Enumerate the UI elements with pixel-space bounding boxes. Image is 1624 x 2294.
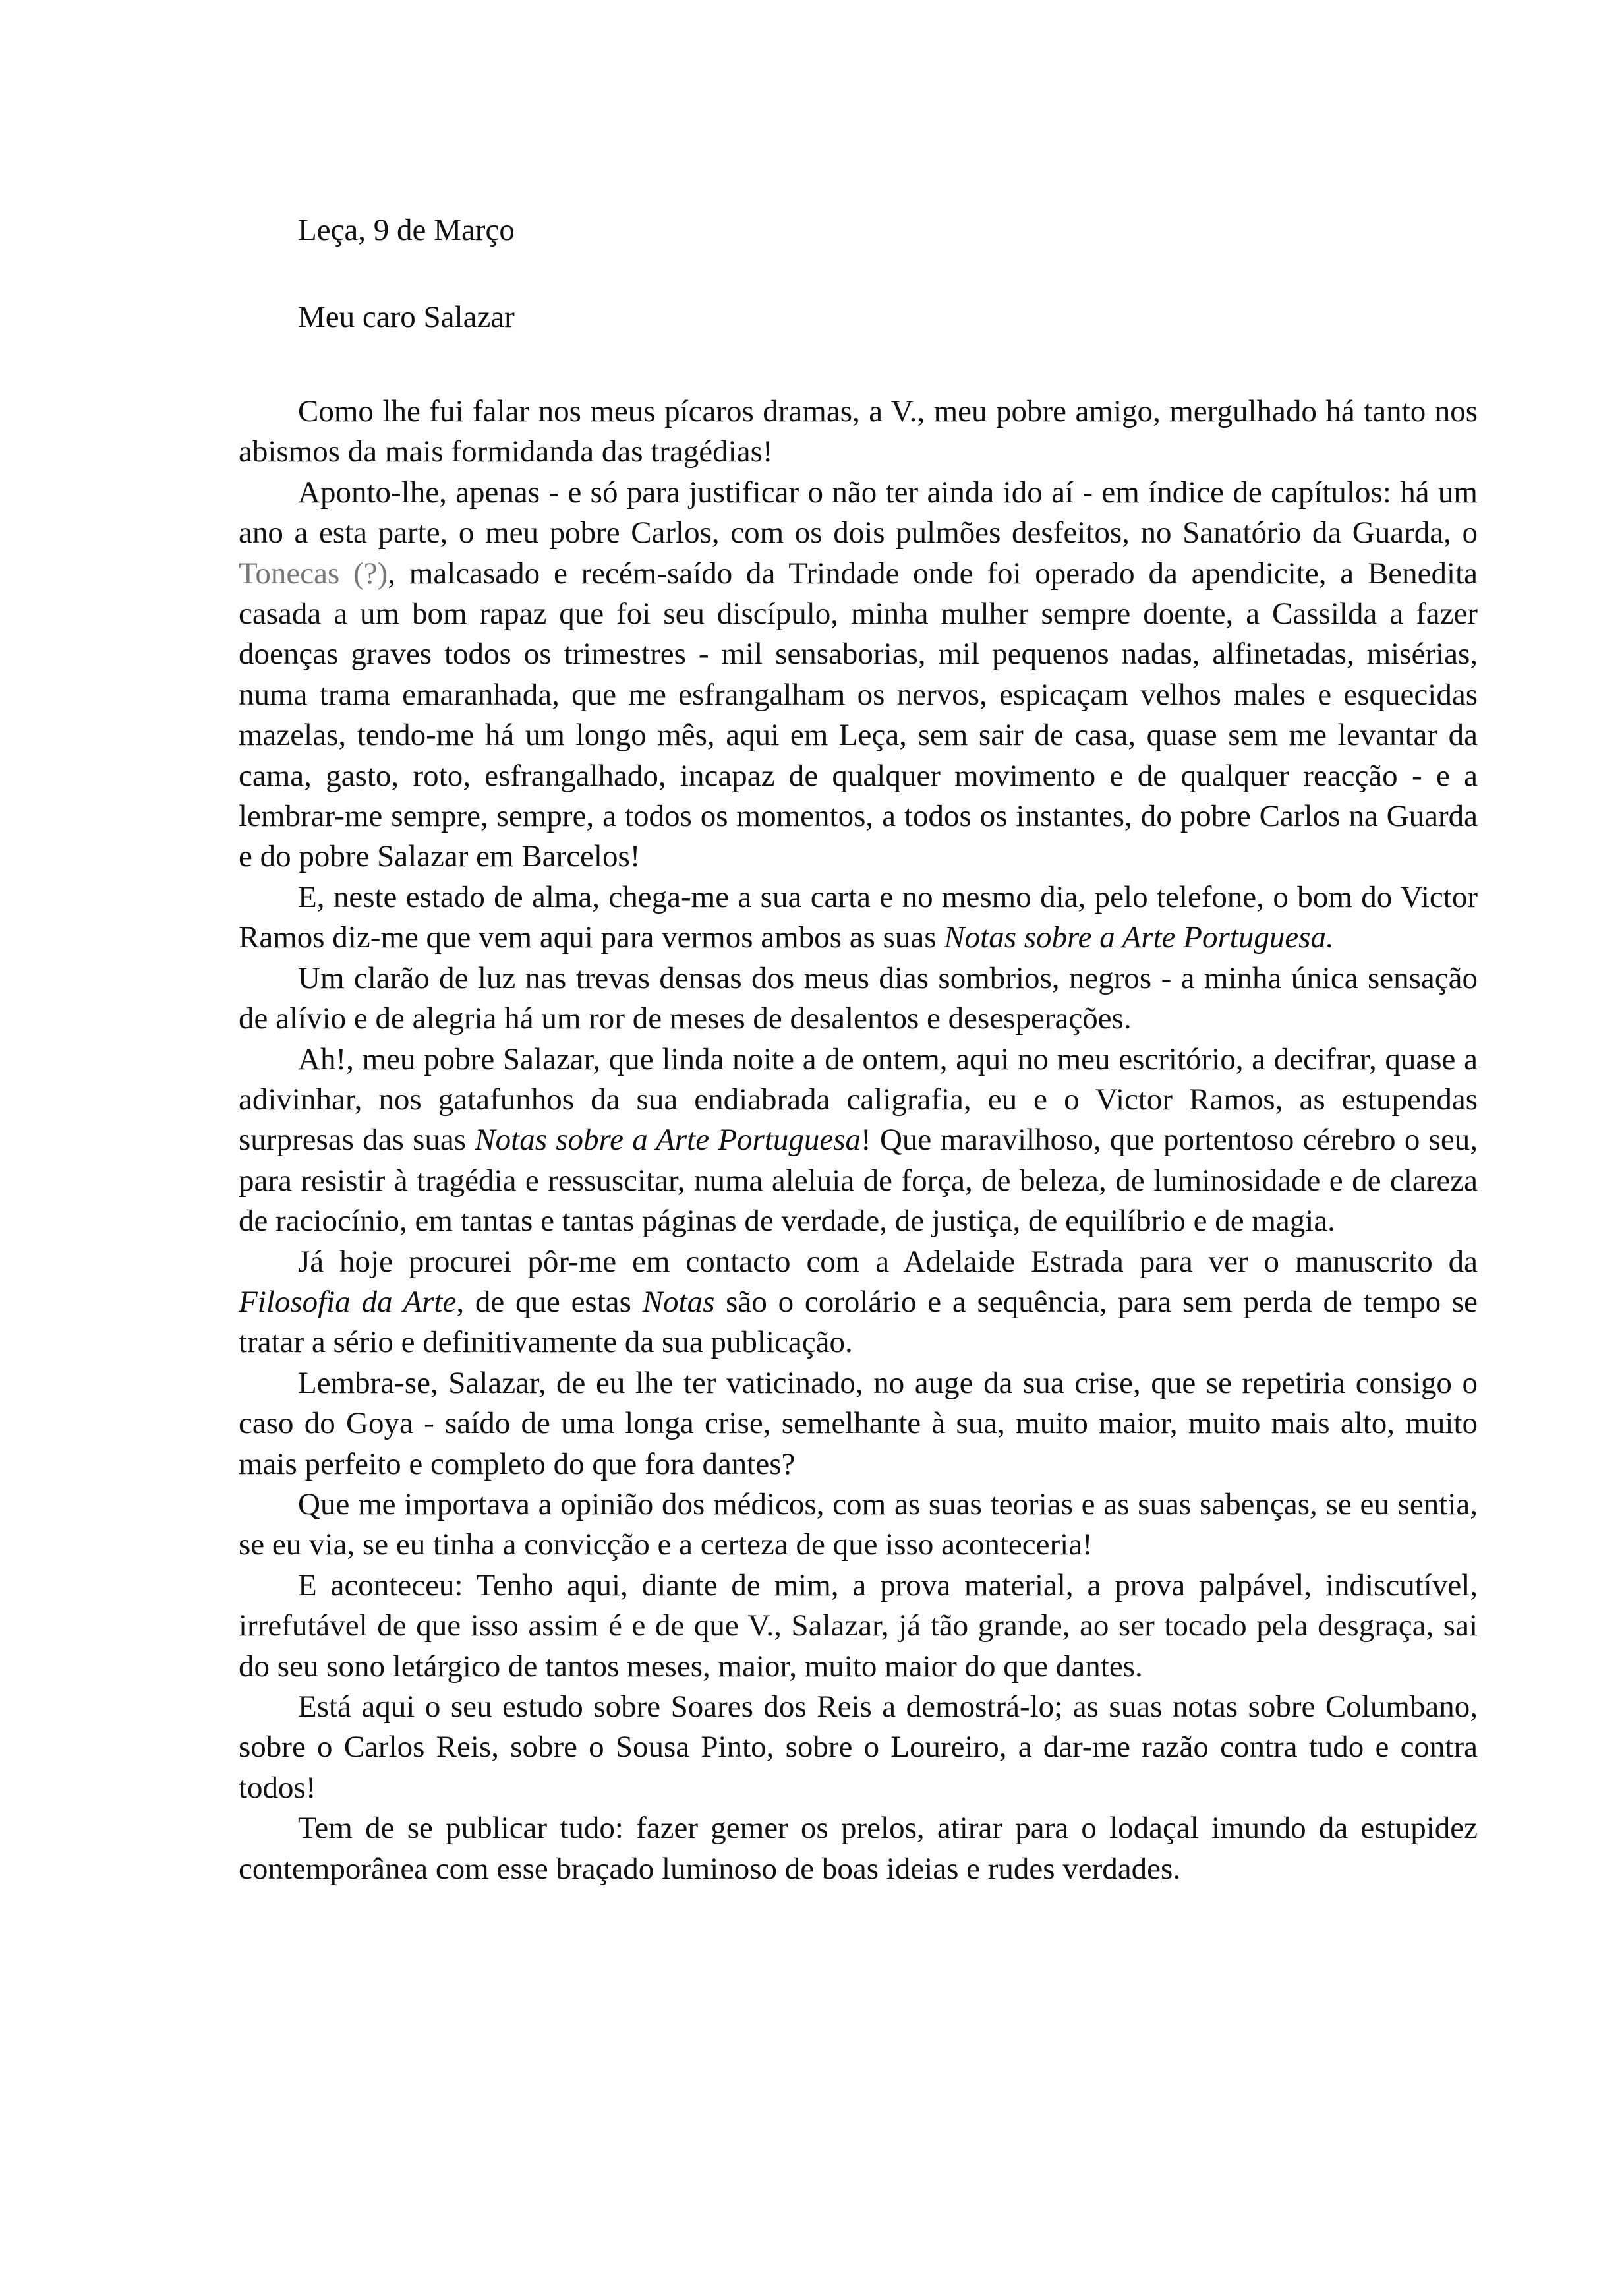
paragraph-text: Lembra-se, Salazar, de eu lhe ter vaticinado, no auge da sua crise, que se repetiria consigo o caso do Goya - saído de uma longa crise, semelhante à sua, muito maior, muito mais alto, muito mais perfeito e completo do que fora dantes?: [239, 1365, 1478, 1481]
body-paragraph: [239, 473, 1478, 877]
paragraph-text: E aconteceu: Tenho aqui, diante de mim, a prova material, a prova palpável, indiscutível, irrefutável de que isso assim é e de que V., Salazar, já tão grande, ao ser tocado pela desgraça, sai do seu sono letárgico de tantos meses, maior, muito maior do que dantes.: [239, 1568, 1478, 1684]
body-paragraph: [239, 1485, 1478, 1566]
letter-body: [239, 392, 1478, 1889]
letter-page: [239, 210, 1478, 1889]
faint-text: Tonecas (?): [239, 556, 388, 591]
body-paragraph: [239, 392, 1478, 473]
body-paragraph: [239, 1566, 1478, 1687]
paragraph-text: Já hoje procurei pôr-me em contacto com a Adelaide Estrada para ver o manuscrito da: [298, 1244, 1478, 1279]
paragraph-text: , malcasado e recém-saído da Trindade onde foi operado da apendicite, a Benedita casada a um bom rapaz que foi seu discípulo, minha mulher sempre doente, a Cassilda a fazer doenças graves todos os trimestres - mil sensaborias, mil pequenos nadas, alfinetadas, misérias, numa trama emaranhada, que me esfrangalham os nervos, espicaçam velhos males e esquecidas mazelas, tendo-me há um longo mês, aqui em Leça, sem sair de casa, quase sem me levantar da cama, gasto, roto, esfrangalhado, incapaz de qualquer movimento e de qualquer reacção - e a lembrar-me sempre, sempre, a todos os momentos, a todos os instantes, do pobre Carlos na Guarda e do pobre Salazar em Barcelos!: [239, 556, 1478, 874]
paragraph-text: Está aqui o seu estudo sobre Soares dos Reis a demostrá-lo; as suas notas sobre Columbano, sobre o Carlos Reis, sobre o Sousa Pinto, sobre o Loureiro, a dar-me razão contra tudo e contra todos!: [239, 1690, 1478, 1805]
paragraph-text: Ah!, meu pobre Salazar, que linda noite a de ontem, aqui no meu escritório, a decifrar, quase a adivinhar, nos gatafunhos da sua endiabrada caligrafia, eu e o Victor Ramos, as estupendas surpresas das suas: [239, 1042, 1478, 1158]
paragraph-text: são o corolário e a sequência, para sem perda de tempo se tratar a sério e definitivamente da sua publicação.: [239, 1284, 1478, 1360]
paragraph-text: , de que estas: [456, 1284, 643, 1319]
paragraph-text: E, neste estado de alma, chega-me a sua carta e no mesmo dia, pelo telefone, o bom do Victor Ramos diz-me que vem aqui para vermos ambos as suas: [239, 879, 1478, 955]
body-paragraph: [239, 1687, 1478, 1808]
paragraph-text: Tem de se publicar tudo: fazer gemer os prelos, atirar para o lodaçal imundo da estupidez contemporânea com esse braçado luminoso de boas ideias e rudes verdades.: [239, 1811, 1478, 1886]
paragraph-text: ! Que maravilhoso, que portentoso cérebro o seu, para resistir à tragédia e ressuscitar, numa aleluia de força, de beleza, de luminosidade e de clareza de raciocínio, em tantas e tantas páginas de verdade, de justiça, de equilíbrio e de magia.: [239, 1123, 1478, 1239]
salutation: Meu caro Salazar: [298, 300, 515, 334]
italic-title-text: Filosofia da Arte: [239, 1284, 457, 1319]
italic-title-text: Notas sobre a Arte Portuguesa: [475, 1123, 861, 1158]
italic-title-text: Notas: [642, 1284, 715, 1319]
body-paragraph: [239, 1040, 1478, 1242]
body-paragraph: [239, 1808, 1478, 1889]
body-paragraph: [239, 1363, 1478, 1485]
body-paragraph: [239, 958, 1478, 1040]
paragraph-text: Aponto-lhe, apenas - e só para justificar o não ter ainda ido aí - em índice de capítulos: há um ano a esta parte, o meu pobre Carlos, com os dois pulmões desfeitos, no Sanatório da Guarda, o: [239, 475, 1478, 550]
paragraph-text: Um clarão de luz nas trevas densas dos meus dias sombrios, negros - a minha única sensação de alívio e de alegria há um ror de meses de desalentos e desesperações.: [239, 960, 1478, 1036]
body-paragraph: [239, 877, 1478, 958]
body-paragraph: [239, 1242, 1478, 1363]
paragraph-text: Como lhe fui falar nos meus pícaros dramas, a V., meu pobre amigo, mergulhado há tanto nos abismos da mais formidanda das tragédias!: [239, 394, 1478, 469]
italic-title-text: Notas sobre a Arte Portuguesa.: [944, 920, 1334, 955]
dateline: Leça, 9 de Março: [298, 213, 515, 247]
paragraph-text: Que me importava a opinião dos médicos, com as suas teorias e as suas sabenças, se eu sentia, se eu via, se eu tinha a convicção e a certeza de que isso aconteceria!: [239, 1486, 1478, 1562]
